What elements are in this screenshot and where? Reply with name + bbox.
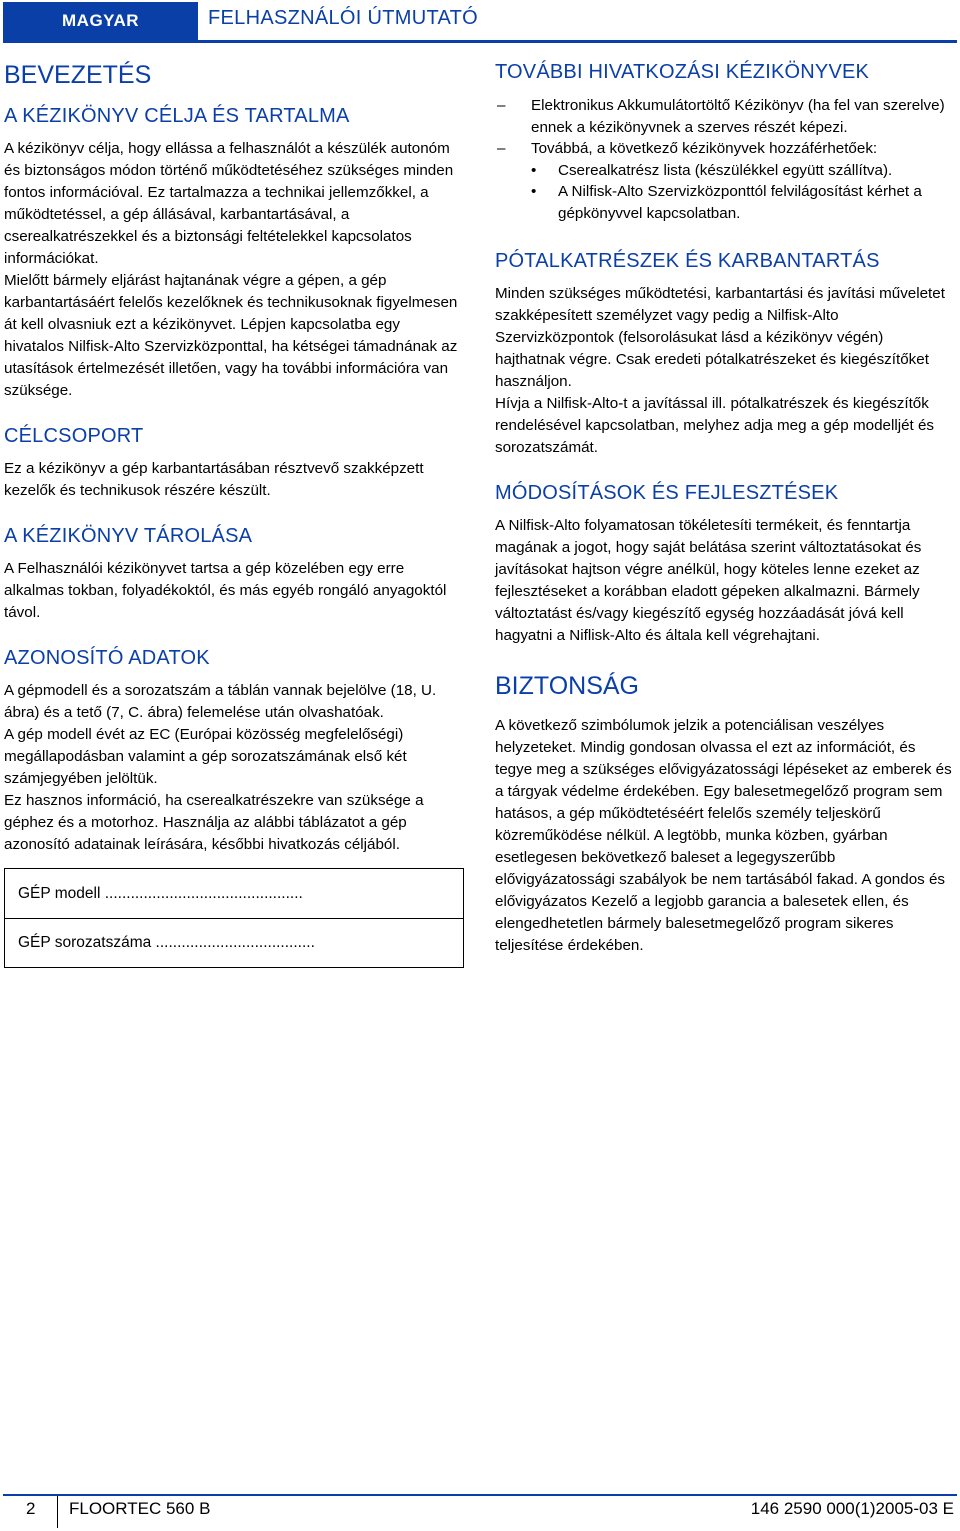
list-item (495, 160, 955, 182)
footer-document-code: 146 2590 000(1)2005-03 E (750, 1499, 954, 1518)
identification-paragraph-2: A gép modell évét az EC (Európai közösség megfelelőségi) megállapodásban valamint a gép sorozatszámának első két számjegyében jelöltük. (4, 726, 407, 787)
heading-identification: AZONOSÍTÓ ADATOK (4, 647, 210, 669)
heading-purpose: A KÉZIKÖNYV CÉLJA ÉS TARTALMA (4, 105, 350, 127)
bullet-marker: • (531, 183, 537, 200)
list-item (495, 138, 955, 160)
machine-model-row: GÉP modell .............................................. (18, 884, 303, 902)
purpose-paragraph-2: Mielőtt bármely eljárást hajtanának végre a gépen, a gép karbantartásáért felelős kezelőknek és technikusoknak figyelmesen át kell olvasniuk ezt a kézikönyvet. Lépjen kapcsolatba egy hivatalos Nilfisk-Alto Szervizközponttal, ha kétségei támadnának az utasítások értelmezését illetően, vagy ha további információra van szüksége. (4, 272, 458, 399)
section-title-introduction: BEVEZETÉS (4, 61, 152, 89)
target-group-text: Ez a kézikönyv a gép karbantartásában résztvevő szakképzett kezelők és technikusok részére készült. (4, 460, 424, 499)
heading-other-manuals: TOVÁBBI HIVATKOZÁSI KÉZIKÖNYVEK (495, 61, 870, 83)
heading-spare-parts: PÓTALKATRÉSZEK ÉS KARBANTARTÁS (495, 250, 880, 272)
identification-paragraph-1: A gépmodell és a sorozatszám a táblán vannak bejelölve (18, U. ábra) és a tető (7, C. ábra) felemelése után olvashatóak. (4, 682, 437, 721)
list-item-text: Cserealkatrész lista (készülékkel együtt szállítva). (558, 161, 893, 179)
list-item (495, 181, 955, 224)
purpose-paragraph-1: A kézikönyv célja, hogy ellássa a felhasználót a készülék autonóm és biztonságos módon történő működtetéséhez szükséges minden fontos információval. Ez tartalmazza a technikai jellemzőkkel, a működtetéssel, a gép állásával, karbantartásával, a cserealkatrészekkel és a biztonsági feltételekkel kapcsolatos információkat. (4, 140, 454, 267)
list-item-text: Elektronikus Akkumulátortöltő Kézikönyv (ha fel van szerelve) ennek a kézikönyvnek a szerves részét képezi. (531, 97, 945, 136)
heading-manual-storage: A KÉZIKÖNYV TÁROLÁSA (4, 525, 253, 547)
page-number: 2 (26, 1499, 36, 1518)
footer-separator (57, 1496, 58, 1528)
spare-parts-paragraph-2: Hívja a Nilfisk-Alto-t a javítással ill. pótalkatrészek és kiegészítők rendelésével kapcsolatban, melyhez adja meg a gép modelljét és sorozatszámát. (495, 395, 935, 456)
manual-storage-text: A Felhasználói kézikönyvet tartsa a gép közelében egy erre alkalmas tokban, folyadékoktól, és más egyéb rongáló anyagoktól távol. (4, 560, 447, 621)
identification-paragraph-3: Ez hasznos információ, ha cserealkatrészekre van szüksége a géphez és a motorhoz. Használja az alábbi táblázatot a gép azonosító adatainak leírására, későbbi hivatkozás céljából. (4, 792, 424, 853)
list-item (495, 95, 955, 138)
dash-marker: – (497, 140, 506, 157)
list-item-text: A Nilfisk-Alto Szervizközponttól felvilágosítást kérhet a gépkönyvvel kapcsolatban. (558, 183, 922, 222)
identification-table (4, 868, 464, 968)
safety-text: A következő szimbólumok jelzik a potenciálisan veszélyes helyzeteket. Mindig gondosan olvassa el ezt az információt, és tegye meg a szükséges elővigyázatossági lépéseket az emberek és a tárgyak védelme érdekében. Egy balesetmegelőző program sem hatásos, a gép működtetéséért felelős személy teljeskörű közreműködése nélkül. A legtöbb, munka közben, gyárban esetlegesen bekövetkező baleset a legegyszerűbb elővigyázatossági szabályok be nem tartásából fakad. A gondos és elővigyázatos Kezelő a legjobb garancia a balesetek ellen, és elengedhetetlen bármely balesetmegelőző program sikeres teljesítése érdekében. (495, 717, 952, 954)
section-title-safety: BIZTONSÁG (495, 672, 640, 700)
changes-text: A Nilfisk-Alto folyamatosan tökéletesíti termékeit, és fenntartja magának a jogot, hogy saját belátása szerint változtatásokat és javításokat hajtson végre anélkül, hogy köteles lenne ezeket az fejlesztéseket a korábban eladott gépeken alkalmazni. Bármely változtatást és/vagy kiegészítő egység hozzáadását jóvá kell hagyatni a Niflisk-Alto és általa kell végrehajtani. (495, 517, 922, 644)
dash-marker: – (497, 97, 506, 114)
right-column (495, 60, 955, 957)
machine-serial-row: GÉP sorozatszáma ..................................... (5, 918, 463, 967)
spare-parts-paragraph-1: Minden szükséges működtetési, karbantartási és javítási műveletet szakképesített személyzet vagy pedig a Nilfisk-Alto Szervizközpontok (felsorolásukat lásd a kézikönyv végén) hajthatnak végre. Csak eredeti pótalkatrészeket és kiegészítőket használjon. (495, 285, 945, 390)
heading-changes: MÓDOSÍTÁSOK ÉS FEJLESZTÉSEK (495, 482, 839, 504)
footer-divider (3, 1494, 957, 1496)
document-title: FELHASZNÁLÓI ÚTMUTATÓ (208, 7, 479, 29)
bullet-marker: • (531, 161, 537, 179)
list-item-text: Továbbá, a következő kézikönyvek hozzáférhetőek: (531, 140, 878, 157)
heading-target-group: CÉLCSOPORT (4, 425, 144, 447)
footer-model-name: FLOORTEC 560 B (69, 1499, 211, 1518)
left-column (4, 60, 464, 968)
header-divider (3, 40, 957, 43)
language-tab: MAGYAR (3, 2, 198, 40)
